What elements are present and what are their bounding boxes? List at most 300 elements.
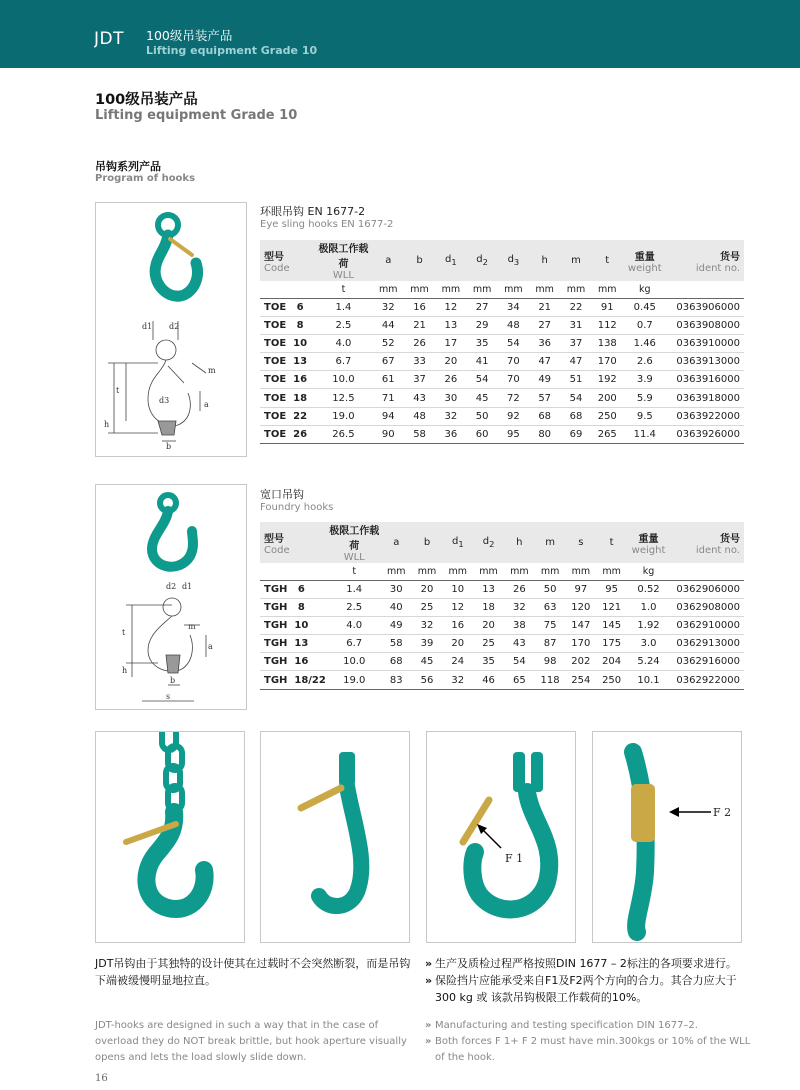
bullet-item: » Both forces F 1+ F 2 must have min.300kgs or 10% of the WLL of the hook.: [425, 1034, 755, 1066]
eye-hook-line-drawing: [108, 321, 206, 441]
value-cell: 71: [373, 389, 404, 407]
value-cell: 97: [565, 580, 596, 598]
value-cell: 40: [381, 598, 412, 616]
bullet-mark: »: [425, 1036, 432, 1047]
value-cell: 10.0: [328, 653, 381, 671]
value-cell: 29: [466, 316, 497, 334]
value-cell: 61: [373, 371, 404, 389]
value-cell: 54: [504, 653, 535, 671]
value-cell: 26: [404, 334, 435, 352]
unit-cell: t: [314, 281, 372, 298]
value-cell: 36: [435, 425, 466, 443]
col-b: b: [404, 240, 435, 281]
value-cell: 12.5: [314, 389, 372, 407]
eye-hook-icon: [155, 215, 197, 296]
col-wll-en: WLL: [332, 270, 354, 281]
value-cell: 204: [596, 653, 627, 671]
bullet-item: » 生产及质检过程严格按照DIN 1677 – 2标注的各项要求进行。: [425, 957, 737, 970]
value-cell: 1.92: [627, 616, 670, 634]
foundry-col-h: h: [504, 522, 535, 563]
foundry-dim-label-m: m: [188, 622, 196, 631]
value-cell: 32: [412, 616, 443, 634]
foundry-col-weight-cn: 重量: [638, 533, 659, 545]
value-cell: 9.5: [623, 407, 667, 425]
foundry-col-ident-en: ident no.: [695, 544, 740, 556]
table-row: [260, 671, 744, 689]
value-cell: 27: [529, 316, 560, 334]
value-cell: 48: [498, 316, 529, 334]
value-cell: 48: [404, 407, 435, 425]
eye-hook-table-body: [260, 281, 744, 444]
foundry-col-code-cn: 型号: [264, 533, 284, 545]
foundry-dim-label-b: b: [170, 676, 176, 685]
value-cell: 250: [592, 407, 623, 425]
col-weight-cn: 重量: [634, 251, 655, 263]
table-row: [260, 407, 744, 425]
unit-cell: mm: [373, 281, 404, 298]
value-cell: 30: [381, 580, 412, 598]
value-cell: 35: [466, 334, 497, 352]
value-cell: 10: [442, 580, 473, 598]
value-cell: 26: [435, 371, 466, 389]
code-cell: TGH 8: [260, 598, 328, 616]
foundry-col-wll-en: WLL: [343, 552, 365, 563]
table-row: [260, 389, 744, 407]
foundry-dim-label-d2: d2: [166, 582, 177, 591]
unit-cell: kg: [623, 281, 667, 298]
unit-cell: mm: [466, 281, 497, 298]
value-cell: 54: [466, 371, 497, 389]
value-cell: 10.0: [314, 371, 372, 389]
col-d3: $d_3$: [498, 240, 529, 281]
value-cell: 32: [373, 298, 404, 316]
ident-cell: 0363906000: [667, 298, 744, 316]
foundry-hook-icon: [152, 495, 193, 567]
unit-cell: mm: [435, 281, 466, 298]
value-cell: 250: [596, 671, 627, 689]
value-cell: 50: [535, 580, 566, 598]
code-cell: TOE 26: [260, 425, 314, 443]
value-cell: 32: [435, 407, 466, 425]
value-cell: 65: [504, 671, 535, 689]
table-row: [260, 616, 744, 634]
value-cell: 70: [498, 353, 529, 371]
table-row: [260, 353, 744, 371]
value-cell: 54: [560, 389, 591, 407]
value-cell: 13: [473, 580, 504, 598]
value-cell: 2.5: [328, 598, 381, 616]
value-cell: 12: [442, 598, 473, 616]
ident-cell: 0362922000: [670, 671, 744, 689]
value-cell: 57: [529, 389, 560, 407]
value-cell: 2.5: [314, 316, 372, 334]
dim-label-d1: d1: [142, 322, 153, 331]
value-cell: 87: [535, 635, 566, 653]
value-cell: 31: [560, 316, 591, 334]
code-cell: TGH 6: [260, 580, 328, 598]
value-cell: 1.0: [627, 598, 670, 616]
photo-hook-force-f1: [426, 731, 576, 943]
dim-label-h: h: [104, 420, 110, 429]
value-cell: 68: [529, 407, 560, 425]
value-cell: 138: [592, 334, 623, 352]
code-cell: TOE 16: [260, 371, 314, 389]
value-cell: 22: [560, 298, 591, 316]
table-row: [260, 334, 744, 352]
unit-cell: mm: [404, 281, 435, 298]
code-cell: TGH 13: [260, 635, 328, 653]
value-cell: 4.0: [314, 334, 372, 352]
value-cell: 75: [535, 616, 566, 634]
unit-cell: [260, 563, 328, 580]
value-cell: 95: [498, 425, 529, 443]
value-cell: 5.9: [623, 389, 667, 407]
value-cell: 45: [466, 389, 497, 407]
value-cell: 2.6: [623, 353, 667, 371]
dim-label-m: m: [208, 366, 216, 375]
hook-note-cn: JDT吊钩由于其独特的设计使其在过载时不会突然断裂，而是吊钩下端被缓慢明显地拉直。: [95, 957, 411, 987]
value-cell: 92: [498, 407, 529, 425]
foundry-col-b: b: [412, 522, 443, 563]
table-row: [260, 316, 744, 334]
value-cell: 49: [381, 616, 412, 634]
foundry-col-wll-cn: 极限工作载荷: [329, 526, 380, 552]
value-cell: 34: [498, 298, 529, 316]
dim-label-d3: d3: [159, 396, 170, 405]
value-cell: 41: [466, 353, 497, 371]
value-cell: 38: [504, 616, 535, 634]
ident-cell: 0363913000: [667, 353, 744, 371]
value-cell: 46: [473, 671, 504, 689]
value-cell: 4.0: [328, 616, 381, 634]
value-cell: 192: [592, 371, 623, 389]
value-cell: 60: [466, 425, 497, 443]
ident-cell: 0363926000: [667, 425, 744, 443]
ident-cell: 0363922000: [667, 407, 744, 425]
col-d1: $d_1$: [435, 240, 466, 281]
value-cell: 69: [560, 425, 591, 443]
hook-force-f1-icon: [427, 732, 576, 943]
units-row: [260, 563, 744, 580]
photo-hook-force-f2: [592, 731, 742, 943]
value-cell: 47: [529, 353, 560, 371]
ident-cell: 0362908000: [670, 598, 744, 616]
dim-label-b: b: [166, 442, 172, 451]
unit-cell: mm: [592, 281, 623, 298]
value-cell: 26: [504, 580, 535, 598]
unit-cell: mm: [412, 563, 443, 580]
value-cell: 36: [529, 334, 560, 352]
unit-cell: [260, 281, 314, 298]
value-cell: 43: [504, 635, 535, 653]
value-cell: 26.5: [314, 425, 372, 443]
ident-cell: 0363908000: [667, 316, 744, 334]
foundry-dim-label-a: a: [208, 642, 213, 651]
ident-cell: 0363910000: [667, 334, 744, 352]
value-cell: 30: [435, 389, 466, 407]
header-bar: [0, 0, 800, 68]
value-cell: 25: [473, 635, 504, 653]
table-header-row: [260, 240, 744, 281]
value-cell: 265: [592, 425, 623, 443]
col-t: t: [592, 240, 623, 281]
force-f1-label: F 1: [505, 852, 524, 865]
page-title-cn: 100级吊装产品: [95, 92, 198, 108]
unit-cell: mm: [560, 281, 591, 298]
value-cell: 32: [504, 598, 535, 616]
bullet-item: » Manufacturing and testing specification DIN 1677–2.: [425, 1018, 755, 1034]
foundry-dim-label-h: h: [122, 666, 128, 675]
foundry-col-s: s: [565, 522, 596, 563]
value-cell: 20: [473, 616, 504, 634]
value-cell: 11.4: [623, 425, 667, 443]
value-cell: 13: [435, 316, 466, 334]
foundry-hook-line-drawing: [126, 598, 206, 701]
bullet-item: » 保险挡片应能承受来自F1及F2两个方向的合力。其合力应大于300 kg 或 该款吊钩极限工作载荷的10%。: [425, 974, 737, 1004]
value-cell: 16: [404, 298, 435, 316]
bullets-en: [425, 1018, 755, 1066]
value-cell: 52: [373, 334, 404, 352]
foundry-dim-label-s: s: [166, 692, 171, 701]
value-cell: 5.24: [627, 653, 670, 671]
value-cell: 10.1: [627, 671, 670, 689]
value-cell: 19.0: [314, 407, 372, 425]
dim-label-d2: d2: [169, 322, 180, 331]
foundry-col-d2: $d_2$: [473, 522, 504, 563]
value-cell: 35: [473, 653, 504, 671]
col-code-en: Code: [264, 262, 290, 274]
value-cell: 121: [596, 598, 627, 616]
value-cell: 27: [466, 298, 497, 316]
hook-with-chain-icon: [96, 732, 245, 943]
value-cell: 68: [381, 653, 412, 671]
unit-cell: mm: [381, 563, 412, 580]
header-title-en: Lifting equipment Grade 10: [146, 44, 318, 57]
value-cell: 18: [473, 598, 504, 616]
code-cell: TGH 18/22: [260, 671, 328, 689]
value-cell: 58: [404, 425, 435, 443]
value-cell: 1.4: [314, 298, 372, 316]
value-cell: 49: [529, 371, 560, 389]
ident-cell: 0362910000: [670, 616, 744, 634]
value-cell: 90: [373, 425, 404, 443]
value-cell: 20: [442, 635, 473, 653]
code-cell: TOE 6: [260, 298, 314, 316]
value-cell: 6.7: [314, 353, 372, 371]
table-row: [260, 371, 744, 389]
value-cell: 145: [596, 616, 627, 634]
hook-side-view-icon: [261, 732, 410, 943]
value-cell: 63: [535, 598, 566, 616]
ident-cell: 0363918000: [667, 389, 744, 407]
col-code-cn: 型号: [264, 251, 284, 263]
unit-cell: mm: [442, 563, 473, 580]
eye-hook-diagram: [95, 202, 247, 457]
code-cell: TOE 13: [260, 353, 314, 371]
eye-hook-table: [260, 240, 744, 444]
unit-cell: [670, 563, 744, 580]
value-cell: 51: [560, 371, 591, 389]
unit-cell: mm: [565, 563, 596, 580]
foundry-hook-table: [260, 522, 744, 690]
value-cell: 147: [565, 616, 596, 634]
page-title-en: Lifting equipment Grade 10: [95, 108, 298, 123]
ident-cell: 0362913000: [670, 635, 744, 653]
value-cell: 56: [412, 671, 443, 689]
value-cell: 91: [592, 298, 623, 316]
col-h: h: [529, 240, 560, 281]
bullet-mark: »: [425, 1020, 432, 1031]
foundry-dim-label-d1: d1: [182, 582, 193, 591]
bullets-cn: [425, 955, 755, 1006]
bullet-mark: »: [425, 957, 433, 970]
unit-cell: mm: [504, 563, 535, 580]
unit-cell: [667, 281, 744, 298]
value-cell: 1.46: [623, 334, 667, 352]
photo-hook-side: [260, 731, 410, 943]
eye-hook-title-en: Eye sling hooks EN 1677-2: [260, 219, 394, 230]
value-cell: 254: [565, 671, 596, 689]
foundry-hook-diagram: [95, 484, 247, 710]
value-cell: 24: [442, 653, 473, 671]
ident-cell: 0363916000: [667, 371, 744, 389]
foundry-col-weight-en: weight: [631, 544, 666, 556]
value-cell: 0.45: [623, 298, 667, 316]
eye-hook-drawing: [96, 203, 246, 456]
value-cell: 12: [435, 298, 466, 316]
unit-cell: mm: [596, 563, 627, 580]
code-cell: TGH 16: [260, 653, 328, 671]
value-cell: 120: [565, 598, 596, 616]
units-row: [260, 281, 744, 298]
jdt-logo-icon: [94, 26, 134, 50]
value-cell: 16: [442, 616, 473, 634]
code-cell: TOE 10: [260, 334, 314, 352]
value-cell: 45: [412, 653, 443, 671]
value-cell: 3.0: [627, 635, 670, 653]
foundry-col-d1: $d_1$: [442, 522, 473, 563]
foundry-hook-table-body: [260, 563, 744, 689]
value-cell: 0.7: [623, 316, 667, 334]
table-row: [260, 298, 744, 316]
value-cell: 54: [498, 334, 529, 352]
value-cell: 202: [565, 653, 596, 671]
value-cell: 1.4: [328, 580, 381, 598]
value-cell: 25: [412, 598, 443, 616]
value-cell: 175: [596, 635, 627, 653]
value-cell: 72: [498, 389, 529, 407]
table-row: [260, 598, 744, 616]
hook-note-en: JDT-hooks are designed in such a way that in the case of overload they do NOT break brittle, but hook aperture visually opens and lets the load slowly slide down.: [95, 1020, 407, 1063]
unit-cell: mm: [498, 281, 529, 298]
value-cell: 118: [535, 671, 566, 689]
value-cell: 0.52: [627, 580, 670, 598]
foundry-col-ident-cn: 货号: [720, 533, 740, 545]
table-row: [260, 425, 744, 443]
page-number: 16: [95, 1073, 108, 1084]
foundry-col-a: a: [381, 522, 412, 563]
value-cell: 20: [412, 580, 443, 598]
code-cell: TOE 22: [260, 407, 314, 425]
dim-label-a: a: [204, 400, 209, 409]
unit-cell: t: [328, 563, 381, 580]
col-m: m: [560, 240, 591, 281]
value-cell: 17: [435, 334, 466, 352]
section-title-en: Program of hooks: [95, 173, 196, 184]
col-a: a: [373, 240, 404, 281]
value-cell: 98: [535, 653, 566, 671]
value-cell: 112: [592, 316, 623, 334]
value-cell: 39: [412, 635, 443, 653]
value-cell: 170: [592, 353, 623, 371]
foundry-col-m: m: [535, 522, 566, 563]
foundry-dim-label-t: t: [122, 628, 126, 637]
col-d2: $d_2$: [466, 240, 497, 281]
table-row: [260, 653, 744, 671]
value-cell: 43: [404, 389, 435, 407]
table-row: [260, 635, 744, 653]
code-cell: TGH 10: [260, 616, 328, 634]
value-cell: 94: [373, 407, 404, 425]
value-cell: 3.9: [623, 371, 667, 389]
unit-cell: kg: [627, 563, 670, 580]
header-title-cn: 100级吊装产品: [146, 28, 233, 43]
value-cell: 6.7: [328, 635, 381, 653]
value-cell: 47: [560, 353, 591, 371]
value-cell: 58: [381, 635, 412, 653]
foundry-hook-title-en: Foundry hooks: [260, 502, 334, 513]
code-cell: TOE 18: [260, 389, 314, 407]
value-cell: 44: [373, 316, 404, 334]
ident-cell: 0362906000: [670, 580, 744, 598]
ident-cell: 0362916000: [670, 653, 744, 671]
value-cell: 95: [596, 580, 627, 598]
foundry-hook-drawing: [96, 485, 246, 709]
table-row: [260, 580, 744, 598]
foundry-hook-title-cn: 宽口吊钩: [260, 488, 304, 501]
value-cell: 33: [404, 353, 435, 371]
value-cell: 20: [435, 353, 466, 371]
value-cell: 37: [560, 334, 591, 352]
eye-hook-title-cn: 环眼吊钩 EN 1677-2: [260, 205, 366, 218]
value-cell: 21: [404, 316, 435, 334]
unit-cell: mm: [535, 563, 566, 580]
value-cell: 83: [381, 671, 412, 689]
section-title-cn: 吊钩系列产品: [95, 160, 161, 173]
value-cell: 80: [529, 425, 560, 443]
value-cell: 200: [592, 389, 623, 407]
unit-cell: mm: [473, 563, 504, 580]
unit-cell: mm: [529, 281, 560, 298]
value-cell: 68: [560, 407, 591, 425]
value-cell: 32: [442, 671, 473, 689]
dim-label-t: t: [116, 386, 120, 395]
foundry-col-t: t: [596, 522, 627, 563]
logo-text: JDT: [94, 29, 124, 49]
value-cell: 19.0: [328, 671, 381, 689]
force-f2-label: F 2: [713, 806, 732, 819]
code-cell: TOE 8: [260, 316, 314, 334]
col-ident-en: ident no.: [695, 262, 740, 274]
value-cell: 37: [404, 371, 435, 389]
value-cell: 67: [373, 353, 404, 371]
foundry-col-code-en: Code: [264, 544, 290, 556]
hook-force-f2-icon: [593, 732, 742, 943]
col-weight-en: weight: [627, 262, 662, 274]
col-wll-cn: 极限工作载荷: [318, 244, 369, 270]
value-cell: 70: [498, 371, 529, 389]
bullet-mark: »: [425, 974, 433, 987]
